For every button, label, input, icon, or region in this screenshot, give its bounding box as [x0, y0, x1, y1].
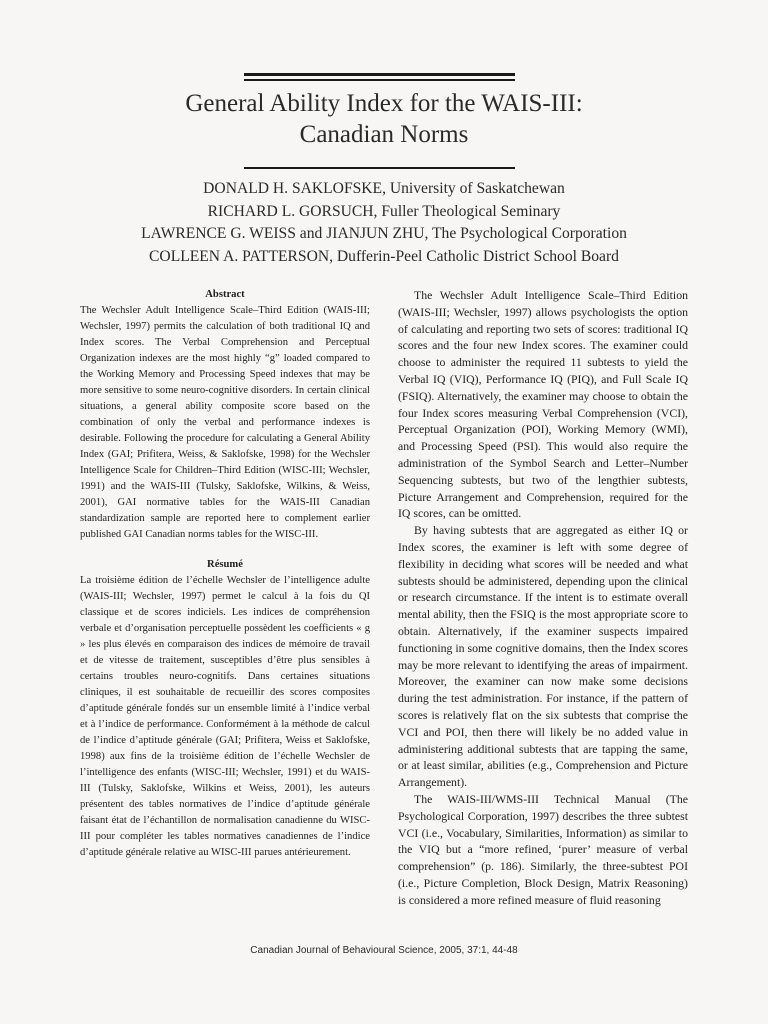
author-line: RICHARD L. GORSUCH, Fuller Theological Seminary — [207, 202, 561, 220]
title-top-rule-thin — [244, 79, 515, 81]
title-bottom-rule — [244, 167, 515, 169]
journal-citation-footer: Canadian Journal of Behavioural Science, 2005, 37:1, 44-48 — [250, 945, 518, 956]
body-paragraph: The Wechsler Adult Intelligence Scale–Third Edition (WAIS-III; Wechsler, 1997) allows psychologists the option of calculating and reporting two sets of scores: traditional IQ scores and the four new Index scores. The examiner could choose to administer the required 11 subtests to yield the Verbal IQ (VIQ), Performance IQ (PIQ), and Full Scale IQ (FSIQ). Alternatively, the examiner may choose to obtain the four Index scores measuring Verbal Comprehension (VCI), Perceptual Organization (POI), Working Memory (WMI), and Processing Speed (PSI). This would also require the administration of the Symbol Search and Letter–Number Sequencing subtests, but two of the lengthier subtests, Picture Arrangement and Comprehension, required for the IQ scores, can be omitted. — [398, 288, 688, 521]
resume-body: La troisième édition de l’échelle Wechsler de l’intelligence adulte (WAIS-III; Wechsler, 1997) permet le calcul à la fois du QI classique et de scores indiciels. Les indices de compréhension verbale et d’organisation perceptuelle possèdent les coefficients « g » les plus élevés en comparaison des indices de mémoire de travail et de vitesse de traitement, susceptibles d’être plus sensibles à certains troubles neuro-cognitifs. Dans certaines situations cliniques, il est souhaitable de recueillir des scores composites d’aptitude générale fondés sur un ensemble limité à l’indice verbal et à l’indice de performance. Conformément à la méthode de calcul de l’indice d’aptitude générale (GAI; Prifitera, Weiss et Saklofske, 1998) aux fins de la troisième édition de l’échelle Wechsler de l’intelligence des enfants (WISC-III; Wechsler, 1991) et du WAIS-III (Tulsky, Saklofske, Wilkins et Weiss, 2001), les auteurs présentent des tables normatives de l’indice d’aptitude générale faisant état de l’échantillon de normalisation canadienne du WISC-III pour compléter les tables normatives canadiennes de l’indice d’aptitude générale relative au WISC-III parues antérieurement. — [80, 575, 370, 858]
title-line-1: General Ability Index for the WAIS-III: — [185, 90, 583, 117]
title-top-rule-thick — [244, 73, 515, 76]
title-line-2: Canadian Norms — [299, 121, 469, 148]
author-line: DONALD H. SAKLOFSKE, University of Saskatchewan — [203, 180, 565, 197]
author-line: COLLEEN A. PATTERSON, Dufferin-Peel Catholic District School Board — [149, 247, 619, 265]
abstract-column — [80, 287, 370, 861]
body-column — [398, 287, 688, 908]
resume-heading: Résumé — [207, 559, 243, 570]
author-line: LAWRENCE G. WEISS and JIANJUN ZHU, The Psychological Corporation — [141, 225, 627, 242]
body-paragraph: The WAIS-III/WMS-III Technical Manual (The Psychological Corporation, 1997) describes the three subtest VCI (i.e., Vocabulary, Similarities, Information) as similar to the VIQ but a “more refined, ‘purer’ measure of verbal comprehension” (p. 186). Similarly, the three-subtest POI (i.e., Picture Completion, Block Design, Matrix Reasoning) is considered a more refined measure of fluid reasoning — [398, 791, 688, 907]
article-title — [84, 88, 684, 150]
abstract-body: The Wechsler Adult Intelligence Scale–Third Edition (WAIS-III; Wechsler, 1997) permits the calculation of both traditional IQ and Index scores. The Verbal Comprehension and Perceptual Organization indexes are the most highly “g” loaded compared to the Working Memory and Processing Speed indexes that may be more sensitive to some neuro-cognitive disorders. In certain clinical situations, a general ability composite score based on the combination of only the verbal and performance indexes is desirable. Following the procedure for calculating a General Ability Index (GAI; Prifitera, Weiss, & Saklofske, 1998) for the Wechsler Intelligence Scale for Children–Third Edition (WISC-III; Wechsler, 1991) and the WAIS-III (Tulsky, Saklofske, Wilkins, & Weiss, 2001), GAI normative tables for the WAIS-III Canadian standardization sample are reported here to complement earlier published GAI Canadian norms tables for the WISC-III. — [80, 305, 370, 540]
author-list — [60, 178, 708, 268]
abstract-heading: Abstract — [205, 289, 245, 300]
body-paragraph: By having subtests that are aggregated as either IQ or Index scores, the examiner is left with some degree of flexibility in deciding what scores will be needed and what subtests should be administered, depending upon the clinical or research circumstance. If the intent is to estimate overall mental ability, then the FSIQ is the most appropriate score to obtain. Alternatively, if the examiner suspects impaired functioning in some cognitive domains, then the Index scores may be more relevant to identifying the areas of impairment. Moreover, the examiner can now make some decisions during the test administration. For instance, if the pattern of scores is relatively flat on the six subtests that comprise the VCI and POI, then there will likely be no added value in administering additional subtests that are tapping the same, or at least similar, abilities (e.g., Comprehension and Picture Arrangement). — [398, 523, 688, 790]
